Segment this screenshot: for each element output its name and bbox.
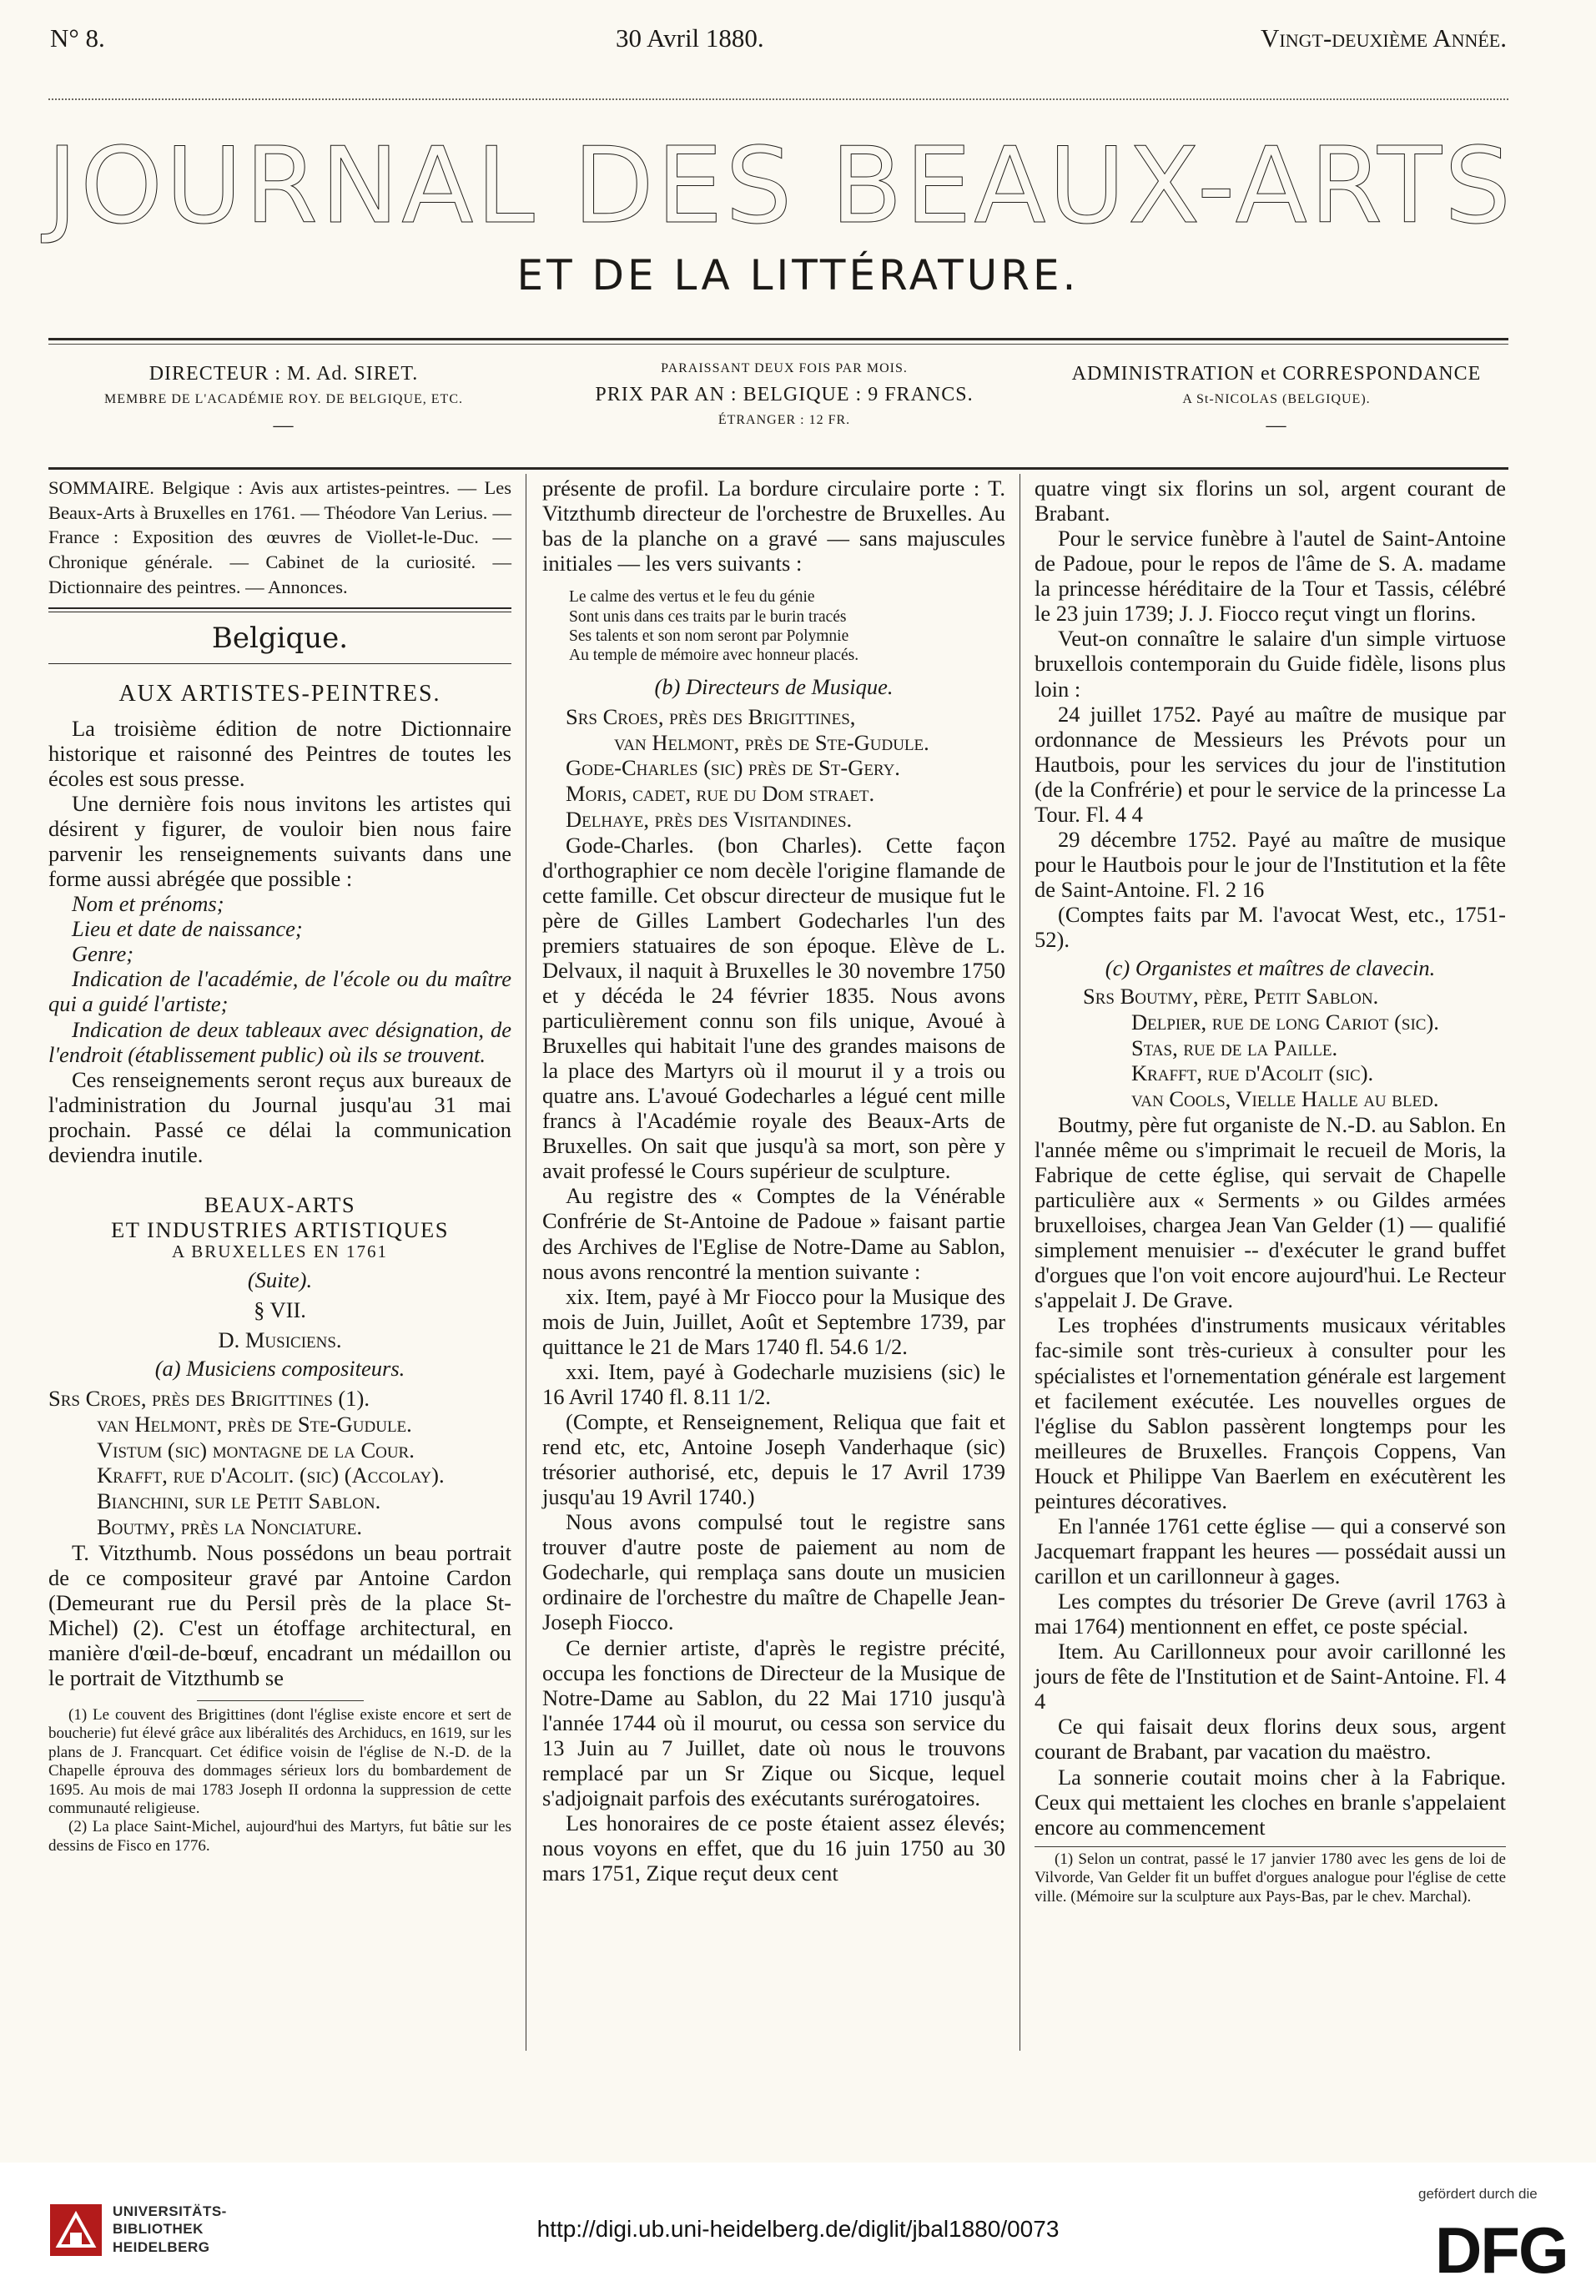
column-2 (542, 476, 1005, 1886)
masthead-rule-bottom (48, 344, 1508, 345)
subsection-heading: D. Musiciens. (218, 1327, 342, 1352)
subsection-heading: (b) Directeurs de Musique. (654, 673, 894, 699)
paragraph: En l'année 1761 cette église — qui a conservé son Jacquemart frappant les heures — possédait aussi un carillon et un carillonneur à gages. (1035, 1513, 1506, 1589)
masthead-rule-top (48, 338, 1508, 340)
foreign-price-line: ÉTRANGER : 12 FR. (717, 412, 851, 427)
paragraph: Pour le service funèbre à l'autel de Saint-Antoine de Padoue, pour le repos de l'âme de S. A. madame la princesse héréditaire de la Tour et Tassis, célébré le 23 juin 1739; J. J. Fiocco reçut vingt un florins. (1035, 526, 1506, 627)
director-entry: Gode-Charles (sic) près de St-Gery. (566, 755, 900, 781)
paragraph: Les honoraires de ce poste étaient assez élevés; nous voyons en effet, que du 16 juin 1750 au 30 mars 1751, Zique reçut deux cent (542, 1810, 1005, 1886)
footnote-rule (1035, 1846, 1506, 1847)
section-rule (48, 663, 511, 664)
library-name-line: HEIDELBERG (113, 2238, 210, 2255)
paragraph: Au registre des « Comptes de la Vénérable Confrérie de St-Antoine de Padoue » faisant partie des Archives de l'Eglise de Notre-Dame au Sablon, nous avons rencontré la mention suivante : (542, 1183, 1005, 1284)
list-item: Lieu et date de naissance; (72, 916, 303, 942)
frequency-line: PARAISSANT DEUX FOIS PAR MOIS. (661, 361, 908, 375)
issue-number: N° 8. (50, 23, 105, 53)
organist-entry: Krafft, rue d'Acolit (sic). (1131, 1060, 1374, 1086)
info-rule (48, 467, 1508, 470)
verse-line: Le calme des vertus et le feu du génie (569, 588, 815, 607)
paragraph: La troisième édition de notre Dictionnaire historique et raisonné des Peintres de toutes les écoles est sous presse. (48, 715, 511, 791)
list-item: Indication de l'académie, de l'école ou du maître qui a guidé l'artiste; (48, 966, 511, 1017)
organist-entry: Srs Boutmy, père, Petit Sablon. (1083, 984, 1379, 1010)
masthead-subtitle: ET DE LA LITTÉRATURE. (516, 251, 1080, 300)
paragraph: Les comptes du trésorier De Greve (avril 1763 à mai 1764) mentionnent en effet, ce poste spécial. (1035, 1589, 1506, 1639)
director-entry: Delhaye, près des Visitandines. (566, 806, 853, 832)
paragraph: xxi. Item, payé à Godecharle muzisiens (sic) le 16 Avril 1740 fl. 8.11 1/2. (542, 1358, 1005, 1409)
director-dash: — (273, 414, 295, 436)
paragraph: quatre vingt six florins un sol, argent courant de Brabant. (1035, 476, 1506, 526)
paragraph: Ces renseignements seront reçus aux bureaux de l'administration du Journal jusqu'au 31 mai prochain. Passé ce délai la communication deviendra inutile. (48, 1066, 511, 1167)
library-name-line: UNIVERSITÄTS- (113, 2203, 227, 2219)
subsection-subheading: (a) Musiciens compositeurs. (154, 1356, 405, 1382)
paragraph: Boutmy, père fut organiste de N.-D. au Sablon. En l'année même ou s'imprimait le recueil de Moris, la Fabrique de cette église, qui servait de Chapelle particulière aux « Serments » ou Gildes armées bruxelloises, chargea Jean Van Gelder (1) — qualifié simplement menuisier -- d'exécuter le grand buffet d'orgues que l'on voit encore aujourd'hui. Le Recteur s'appelait J. De Grave. (1035, 1111, 1506, 1313)
section-heading: Belgique. (211, 622, 349, 656)
header-divider (48, 98, 1508, 100)
list-item: Genre; (72, 941, 134, 967)
footnote-rule (197, 1700, 364, 1701)
musician-entry: Boutmy, près la Nonciature. (97, 1513, 363, 1539)
paragraph: T. Vitzthumb. Nous possédons un beau portrait de ce compositeur gravé par Antoine Cardon (Demeurant rue du Persil près de la place St-Michel) (2). C'est un étoffage architectural, en manière d'œil-de-bœuf, encadrant un médaillon ou le portrait de Vitzthumb se (48, 1539, 511, 1690)
director-entry: van Helmont, près de Ste-Gudule. (614, 729, 929, 755)
verse-line: Au temple de mémoire avec honneur placés. (569, 647, 859, 665)
subscription-info (551, 359, 1018, 431)
column-3 (1035, 476, 1506, 1906)
director-line: DIRECTEUR : M. Ad. SIRET. (149, 363, 419, 385)
musician-entry: Krafft, rue d'Acolit. (sic) (Accolay). (97, 1463, 445, 1488)
masthead-title: JOURNAL DES BEAUX-ARTS (46, 124, 1514, 247)
article-title-2a: BEAUX-ARTS (204, 1191, 356, 1217)
paragraph: (Comptes faits par M. l'avocat West, etc., 1751-52). (1035, 902, 1506, 953)
verse-line: Sont unis dans ces traits par le burin tracés (569, 607, 847, 626)
paragraph: 29 décembre 1752. Payé au maître de musique pour le Hautbois pour le jour de l'Institution et la fête de Saint-Antoine. Fl. 2 16 (1035, 826, 1506, 902)
organist-entry: Stas, rue de la Paille. (1131, 1035, 1338, 1060)
library-name-line: BIBLIOTHEK (113, 2221, 204, 2238)
paragraph: xix. Item, payé à Mr Fiocco pour la Musique des mois de Juin, Juillet, Août et Septembre 1739, par quittance le 21 de Mars 1740 fl. 54.6 1/2. (542, 1283, 1005, 1359)
director-entry: Srs Croes, près des Brigittines, (566, 703, 856, 729)
list-item: Indication de deux tableaux avec désignation, de l'endroit (établissement public) où ils se trouvent. (48, 1016, 511, 1067)
article-suite: (Suite). (247, 1266, 313, 1292)
verse-line: Ses talents et son nom seront par Polymnie (569, 627, 849, 646)
musician-entry: van Helmont, près de Ste-Gudule. (97, 1411, 412, 1437)
organist-entry: Delpier, rue de long Cariot (sic). (1131, 1009, 1439, 1035)
musician-entry: Srs Croes, près des Brigittines (1). (48, 1386, 370, 1412)
paragraph: Les trophées d'instruments musicaux véritables fac-simile sont très-curieux à consulter pour les spécialistes et l'ornementation générale est largement et facilement exécutée. Les nouvelles orgues de l'église du Sablon passèrent longtemps pour les meilleures de Bruxelles. François Coppens, Van Houck et Philippe Van Baerlem en exécutèrent les peintures décoratives. (1035, 1312, 1506, 1513)
paragraph: Gode-Charles. (bon Charles). Cette façon d'orthographier ce nom decèle l'origine flamande de cette famille. Cet obscur directeur de musique fut le père de Gilles Lambert Godecharles l'un des premiers statuaires de son époque. Elève de L. Delvaux, il naquit à Bruxelles le 30 novembre 1750 et y décéda le 24 février 1835. Nous avons particulièrement connu son fils unique, Avoué à Bruxelles qui habitait l'une des grandes maisons de la place des Martyrs où il mourut il y a trois ou quatre ans. L'avoué Godecharles a légué cent mille francs à l'Académie royale des Beaux-Arts de Bruxelles. On sait que jusqu'à sa mort, son père y avait professé le Cours supérieur de sculpture. (542, 832, 1005, 1184)
list-item: Nom et prénoms; (72, 891, 224, 917)
article-title-2c: A BRUXELLES EN 1761 (171, 1241, 389, 1262)
sommaire: SOMMAIRE. Belgique : Avis aux artistes-peintres. — Les Beaux-Arts à Bruxelles en 1761. — Théodore Van Lerius. — France : Exposition des œuvres de Viollet-le-Duc. — Chronique générale. — Cabinet de la curiosité. — Dictionnaire des peintres. — Annonces. (48, 477, 511, 597)
column-1 (48, 476, 511, 1855)
paragraph: Item. Au Carillonneux pour avoir carillonné les jours de fête de l'Institution et de Saint-Antoine. Fl. 4 4 (1035, 1639, 1506, 1714)
director-entry: Moris, cadet, rue du Dom straet. (566, 781, 875, 807)
source-url-link[interactable]: http://digi.ub.uni-heidelberg.de/diglit/jbal1880/0073 (536, 2216, 1060, 2242)
article-title-2b: ET INDUSTRIES ARTISTIQUES (111, 1216, 449, 1242)
paragraph: La sonnerie coutait moins cher à la Fabrique. Ceux qui mettaient les cloches en branle s'appelaient encore au commencement (1035, 1764, 1506, 1840)
organist-entry: van Cools, Vielle Halle au bled. (1131, 1086, 1439, 1112)
paragraph: Nous avons compulsé tout le registre sans trouver d'autre poste de paiement au nom de Godecharle, qui remplaça sans doute un musicien ordinaire de l'orchestre du maître de Chapelle Jean-Joseph Fiocco. (542, 1509, 1005, 1635)
paragraph: présente de profil. La bordure circulaire porte : T. Vitzthumb directeur de l'orchestre de Bruxelles. Au bas de la planche on a gravé — sans majuscules initiales — les vers suivants : (542, 476, 1005, 577)
administration-line: ADMINISTRATION et CORRESPONDANCE (1071, 363, 1482, 385)
administration-info (1043, 359, 1510, 441)
musician-entry: Vistum (sic) montagne de la Cour. (97, 1437, 415, 1463)
issue-year: Vingt-deuxième Année. (1261, 23, 1507, 53)
musician-entry: Bianchini, sur le Petit Sablon. (97, 1488, 381, 1514)
director-membership: MEMBRE DE L'ACADÉMIE ROY. DE BELGIQUE, ETC. (103, 392, 463, 407)
footnote: (1) Le couvent des Brigittines (dont l'église existe encore et sert de boucherie) fut élevé grâce aux libéralités des Archiducs, en 1619, sur les plans de J. Francquart. Cet édifice voisin de l'église de N.-D. de la Chapelle éprouva des dommages sérieux lors du bombardement de 1695. Au mois de mai 1783 Joseph II ordonna la suppression de cette communauté religieuse. (48, 1705, 511, 1817)
subsection-heading: (c) Organistes et maîtres de clavecin. (1105, 955, 1436, 981)
issue-date: 30 Avril 1880. (616, 23, 764, 53)
price-line: PRIX PAR AN : BELGIQUE : 9 FRANCS. (595, 383, 974, 405)
administration-dash: — (1266, 414, 1287, 436)
verse-block (569, 587, 1005, 666)
section-number: § VII. (254, 1297, 306, 1322)
article-title-1: AUX ARTISTES-PEINTRES. (118, 681, 441, 707)
director-info (92, 359, 476, 441)
dfg-logo: DFG (1435, 2213, 1568, 2287)
administration-address: A St-NICOLAS (BELGIQUE). (1182, 392, 1371, 407)
sommaire-rule (48, 607, 511, 609)
footnote: (1) Selon un contrat, passé le 17 janvier 1780 avec les gens de loi de Vilvorde, Van Gelder fit un buffet d'orgues analogue pour l'église de cette ville. (Mémoire sur la sculpture aux Pays-Bas, par le chev. Marchal). (1035, 1850, 1506, 1906)
funding-note: gefördert durch die (1418, 2186, 1538, 2202)
paragraph: 24 juillet 1752. Payé au maître de musique par ordonnance de Messieurs les Prévots pour un Hautbois, pour les services du jour de l'institution (de la Confrérie) et pour le service de la princesse La Tour. Fl. 4 4 (1035, 701, 1506, 827)
paragraph: Veut-on connaître le salaire d'un simple virtuose bruxellois contemporain du Guide fidèle, lisons plus loin : (1035, 626, 1506, 702)
paragraph: Une dernière fois nous invitons les artistes qui désirent y figurer, de vouloir bien nous faire parvenir les renseignements suivants dans une forme aussi abrégée que possible : (48, 790, 511, 892)
paragraph: Ce dernier artiste, d'après le registre précité, occupa les fonctions de Directeur de la Musique de Notre-Dame au Sablon, du 22 Mai 1710 jusqu'à l'année 1744 où il mourut, ou cessa son service du 13 Juin au 7 Juillet, date où nous le trouvons remplacé par un Sr Zique ou Sicque, lequel s'adjoignait parfois des exécutants surérogatoires. (542, 1634, 1005, 1810)
paragraph: Ce qui faisait deux florins deux sous, argent courant de Brabant, par vacation du maëstro. (1035, 1714, 1506, 1765)
footnote: (2) La place Saint-Michel, aujourd'hui des Martyrs, fut bâtie sur les dessins de Fisco en 1776. (48, 1818, 511, 1855)
paragraph: (Compte, et Renseignement, Reliqua que fait et rend etc, etc, Antoine Joseph Vanderhaque (sic) trésorier authorisé, etc, depuis le 17 Avril 1739 jusqu'au 19 Avril 1740.) (542, 1408, 1005, 1510)
